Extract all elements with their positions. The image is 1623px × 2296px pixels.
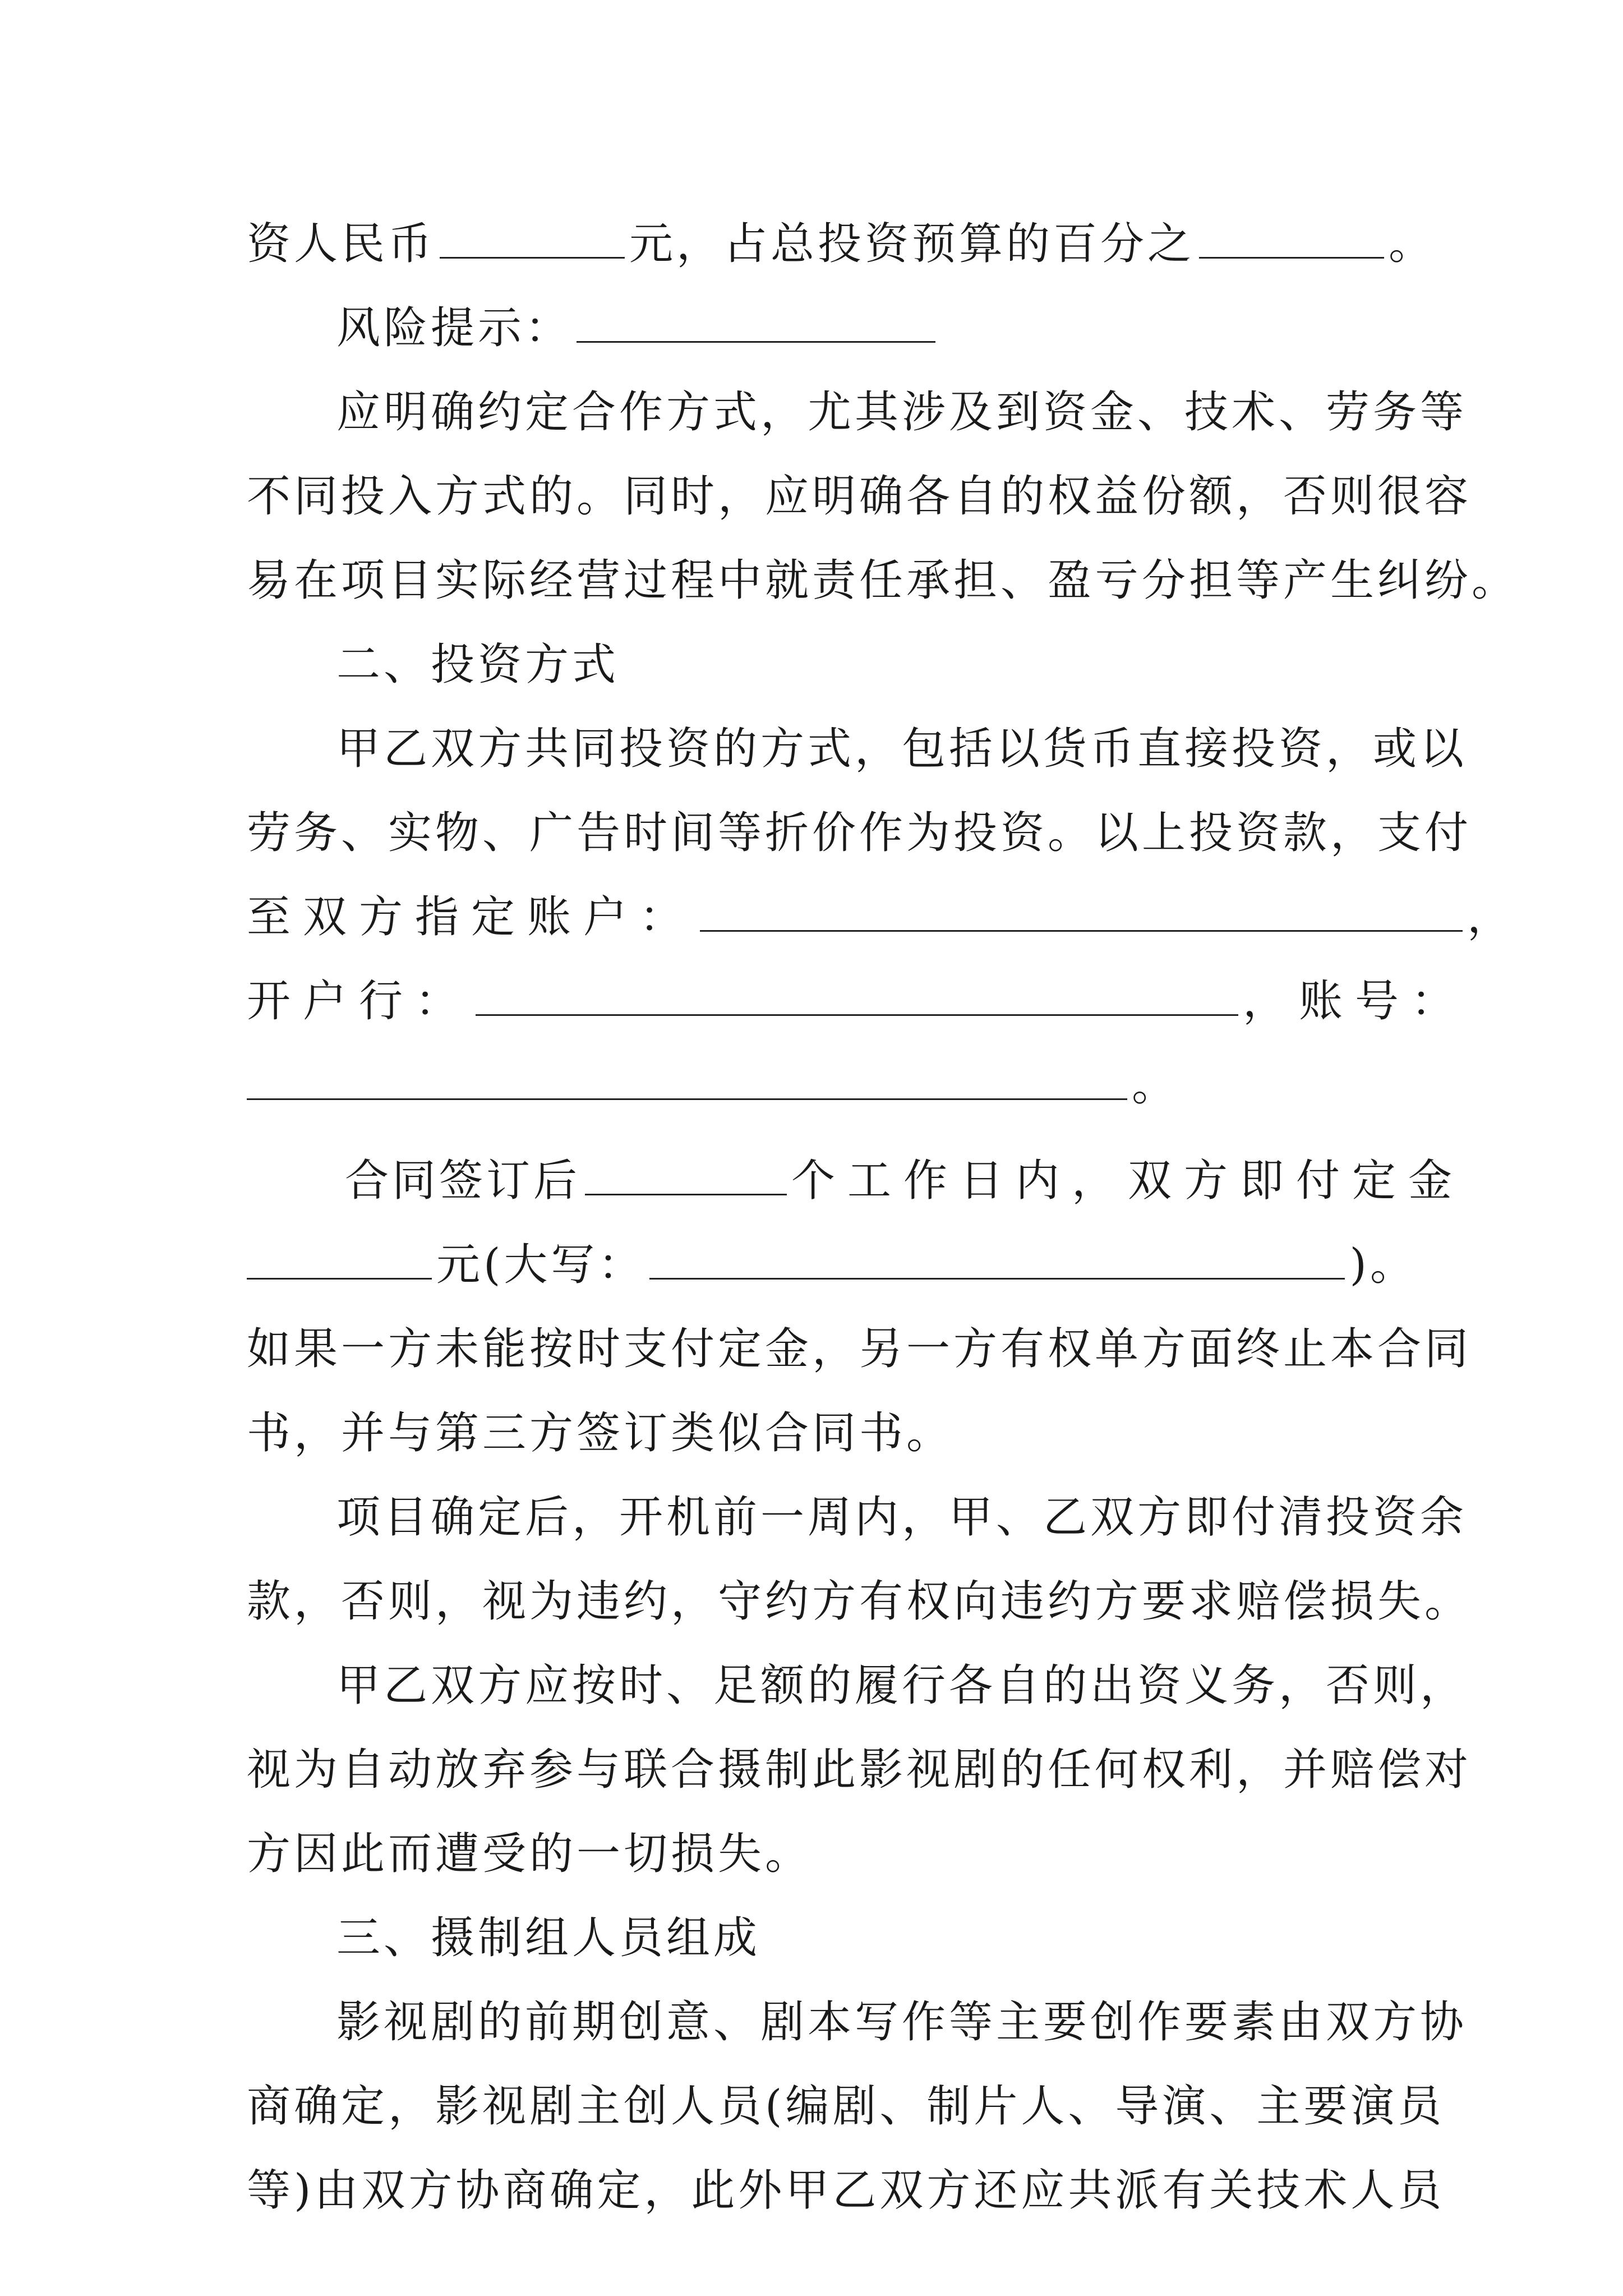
paragraph-line (247, 1043, 1391, 1128)
blank-risk-tip (577, 297, 935, 343)
paragraph-line: 方因此而遭受的一切损失。 (247, 1829, 813, 1879)
paragraph-line: 如果一方未能按时支付定金，另一方有权单方面终止本合同 (247, 1324, 1472, 1374)
blank-bank (476, 970, 1238, 1016)
text-segment: 。 (1389, 219, 1436, 269)
paragraph-line: 劳务、实物、广告时间等折价作为投资。以上投资款，支付 (247, 808, 1472, 858)
text-segment: ，账号： (1243, 976, 1468, 1027)
text-segment: 资人民币 (247, 219, 436, 269)
paragraph-line: 不同投入方式的。同时，应明确各自的权益份额，否则很容 (247, 471, 1472, 522)
risk-tip-label: 风险提示： (336, 303, 573, 353)
text-segment: )。 (1349, 1240, 1417, 1290)
text-segment: 至双方指定账户： (247, 892, 696, 942)
paragraph-line: 项目确定后，开机前一周内，甲、乙双方即付清投资余 (336, 1492, 1468, 1543)
text-segment: 元(大写： (436, 1240, 645, 1290)
blank-deposit-uppercase (649, 1234, 1345, 1280)
blank-amount (440, 213, 625, 259)
paragraph-line: 甲乙双方共同投资的方式，包括以货币直接投资，或以 (336, 724, 1468, 774)
paragraph-line: 甲乙双方应按时、足额的履行各自的出资义务，否则， (336, 1660, 1468, 1711)
paragraph-line: 视为自动放弃参与联合摄制此影视剧的任何权利，并赔偿对 (247, 1745, 1472, 1795)
text-segment: ， (1467, 892, 1515, 942)
blank-account-name (700, 886, 1463, 932)
paragraph-line (247, 959, 1468, 1043)
paragraph-line: 影视剧的前期创意、剧本写作等主要创作要素由双方协 (336, 1997, 1468, 2047)
paragraph-line (247, 202, 1436, 286)
paragraph-line (247, 1223, 1417, 1307)
paragraph-line (345, 1139, 1465, 1223)
paragraph-line: 易在项目实际经营过程中就责任承担、盈亏分担等产生纠纷。 (247, 555, 1519, 606)
paragraph-line: 商确定，影视剧主创人员(编剧、制片人、导演、主要演员 (247, 2081, 1445, 2132)
text-segment: 开户行： (247, 976, 472, 1027)
blank-percent (1199, 213, 1384, 259)
paragraph-line: 等)由双方协商确定，此外甲乙双方还应共派有关技术人员 (247, 2165, 1445, 2216)
blank-account-number (247, 1055, 1127, 1100)
text-segment: 个工作日内，双方即付定金 (791, 1156, 1465, 1206)
risk-tip-line (336, 286, 1391, 370)
paragraph-line: 书，并与第三方签订类似合同书。 (247, 1408, 954, 1458)
paragraph-line: 款，否则，视为违约，守约方有权向违约方要求赔偿损失。 (247, 1576, 1472, 1627)
section-heading: 三、摄制组人员组成 (336, 1913, 761, 1963)
paragraph-line (247, 875, 1515, 959)
paragraph-line: 应明确约定合作方式，尤其涉及到资金、技术、劳务等 (336, 387, 1468, 438)
text-segment: 元，占总投资预算的百分之 (629, 219, 1195, 269)
blank-deposit-amount (247, 1234, 432, 1280)
section-heading: 二、投资方式 (336, 639, 620, 690)
blank-workdays (585, 1150, 787, 1195)
text-segment: 合同签订后 (345, 1156, 581, 1206)
text-segment: 。 (1132, 1060, 1179, 1111)
